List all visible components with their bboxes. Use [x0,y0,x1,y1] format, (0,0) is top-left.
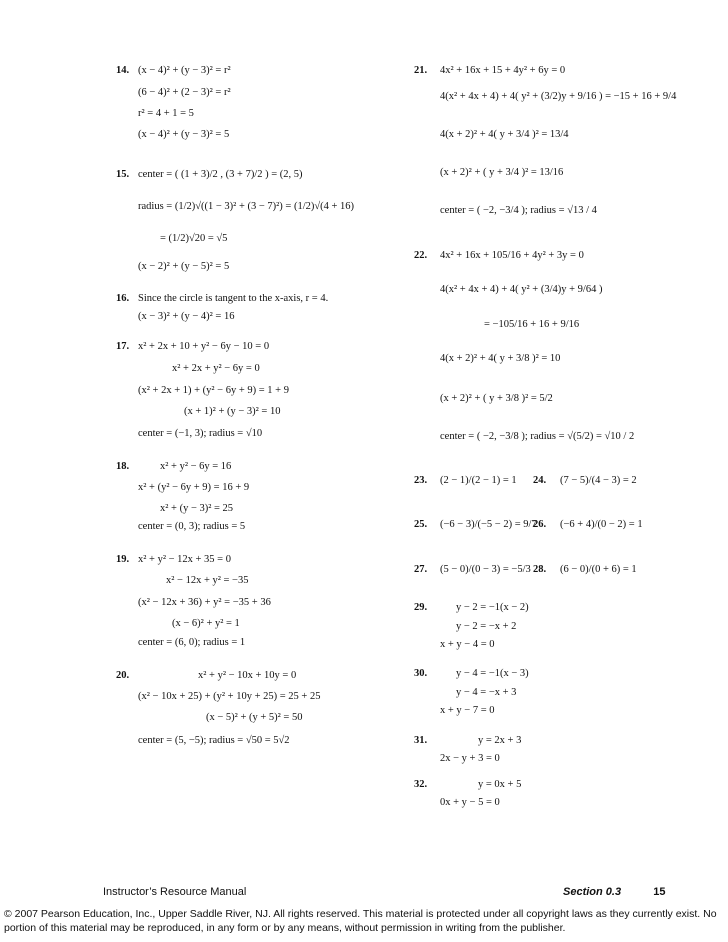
equation-line: (x − 5)² + (y + 5)² = 50 [206,712,303,723]
equation-line: 2x − y + 3 = 0 [440,753,500,764]
equation-line: (6 − 0)/(0 + 6) = 1 [560,564,637,575]
equation-line: y − 2 = −x + 2 [456,621,517,632]
problem-number: 17. [116,341,130,352]
equation-line: (x − 3)² + (y − 4)² = 16 [138,311,235,322]
equation-line: (x − 4)² + (y − 3)² = 5 [138,129,230,140]
equation-line: x² + y² − 12x + 35 = 0 [138,554,231,565]
equation-line: (x − 6)² + y² = 1 [172,618,240,629]
problem-number: 14. [116,65,130,76]
equation-line: (x² − 12x + 36) + y² = −35 + 36 [138,597,271,608]
problem-number: 21. [414,65,428,76]
equation-line: y − 2 = −1(x − 2) [456,602,529,613]
equation-line: (x + 1)² + (y − 3)² = 10 [184,406,281,417]
equation-line: x² + y² − 6y = 16 [160,461,232,472]
equation-line: (5 − 0)/(0 − 3) = −5/3 [440,564,531,575]
equation-line: 4(x² + 4x + 4) + 4( y² + (3/2)y + 9/16 ) = −15 + 16 + 9/4 [440,91,677,102]
equation-line: 4x² + 16x + 15 + 4y² + 6y = 0 [440,65,566,76]
equation-line: center = (5, −5); radius = √50 = 5√2 [138,735,290,746]
problem-number: 30. [414,668,428,679]
equation-line: (2 − 1)/(2 − 1) = 1 [440,475,517,486]
equation-line: (x − 2)² + (y − 5)² = 5 [138,261,230,272]
equation-line: (−6 + 4)/(0 − 2) = 1 [560,519,643,530]
page-number: 15 [653,886,666,898]
equation-line: (x² − 10x + 25) + (y² + 10y + 25) = 25 + 25 [138,691,321,702]
equation-line: center = (−1, 3); radius = √10 [138,428,263,439]
equation-line: (x + 2)² + ( y + 3/8 )² = 5/2 [440,393,553,404]
equation-line: 4(x² + 4x + 4) + 4( y² + (3/4)y + 9/64 ) [440,284,603,295]
problem-number: 20. [116,670,130,681]
equation-line: (7 − 5)/(4 − 3) = 2 [560,475,637,486]
equation-line: 4(x + 2)² + 4( y + 3/8 )² = 10 [440,353,561,364]
equation-line: x + y − 7 = 0 [440,705,495,716]
copyright-notice: © 2007 Pearson Education, Inc., Upper Saddle River, NJ. All rights reserved. This material is protected under all copyright laws as they currently exist. No portion of this material may be reproduced, in any form or by any means, without permission in writing from the publisher. [4,908,717,934]
equation-line: r² = 4 + 1 = 5 [138,108,194,119]
problem-number: 16. [116,293,130,304]
problem-number: 32. [414,779,428,790]
equation-line: (x − 4)² + (y − 3)² = r² [138,65,231,76]
equation-line: y = 2x + 3 [478,735,522,746]
problem-number: 26. [533,519,547,530]
equation-line: 4(x + 2)² + 4( y + 3/4 )² = 13/4 [440,129,569,140]
problem-number: 18. [116,461,130,472]
equation-line: = (1/2)√20 = √5 [160,233,228,244]
problem-number: 25. [414,519,428,530]
equation-line: = −105/16 + 16 + 9/16 [484,319,580,330]
problem-number: 29. [414,602,428,613]
problem-number: 28. [533,564,547,575]
problem-number: 15. [116,169,130,180]
equation-line: (6 − 4)² + (2 − 3)² = r² [138,87,231,98]
equation-line: center = ( (1 + 3)/2 , (3 + 7)/2 ) = (2, 5) [138,169,303,180]
problem-number: 19. [116,554,130,565]
problem-number: 22. [414,250,428,261]
equation-line: x² + 2x + y² − 6y = 0 [172,363,260,374]
equation-line: x² + 2x + 10 + y² − 6y − 10 = 0 [138,341,270,352]
equation-line: 4x² + 16x + 105/16 + 4y² + 3y = 0 [440,250,584,261]
equation-line: radius = (1/2)√((1 − 3)² + (3 − 7)²) = (1/2)√(4 + 16) [138,201,355,212]
equation-line: y = 0x + 5 [478,779,522,790]
equation-line: x² − 12x + y² = −35 [166,575,249,586]
equation-line: y − 4 = −x + 3 [456,687,517,698]
equation-line: y − 4 = −1(x − 3) [456,668,529,679]
equation-line: center = (6, 0); radius = 1 [138,637,246,648]
section-label: Section 0.3 [563,886,622,898]
equation-line: x + y − 4 = 0 [440,639,495,650]
problem-number: 27. [414,564,428,575]
footer-section [563,886,665,898]
equation-line: center = ( −2, −3/8 ); radius = √(5/2) = √10 / 2 [440,431,635,442]
equation-line: center = (0, 3); radius = 5 [138,521,246,532]
equation-line: (x² + 2x + 1) + (y² − 6y + 9) = 1 + 9 [138,385,289,396]
equation-line: Since the circle is tangent to the x-axis, r = 4. [138,293,329,304]
problem-number: 23. [414,475,428,486]
problem-number: 24. [533,475,547,486]
equation-line: center = ( −2, −3/4 ); radius = √13 / 4 [440,205,597,216]
equation-line: x² + (y² − 6y + 9) = 16 + 9 [138,482,250,493]
footer-manual-title: Instructor’s Resource Manual [103,886,247,898]
equation-line: 0x + y − 5 = 0 [440,797,500,808]
equation-line: x² + y² − 10x + 10y = 0 [198,670,297,681]
problem-number: 31. [414,735,428,746]
equation-line: (−6 − 3)/(−5 − 2) = 9/7 [440,519,537,530]
equation-line: (x + 2)² + ( y + 3/4 )² = 13/16 [440,167,564,178]
equation-line: x² + (y − 3)² = 25 [160,503,234,514]
